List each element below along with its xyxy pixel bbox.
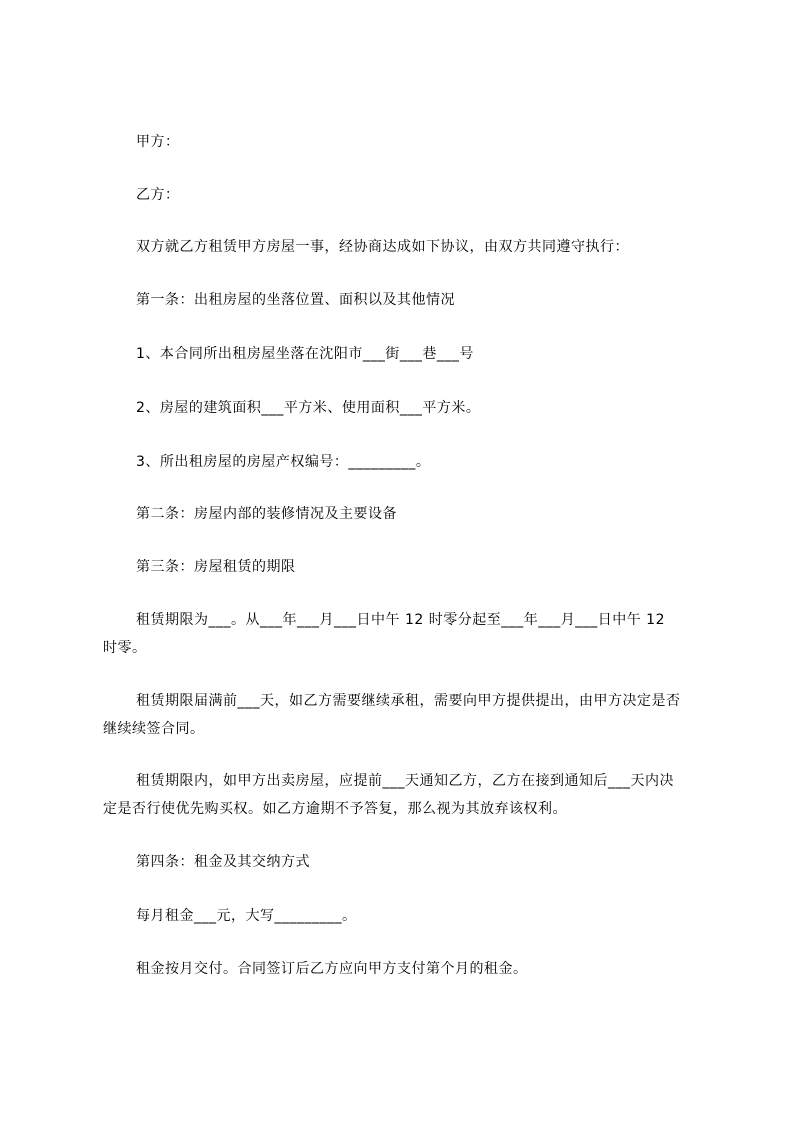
article-4-paragraph-1: 每月租金___元，大写_________。 [136,908,357,924]
article-4-heading: 第四条：租金及其交纳方式 [136,854,310,870]
article-1-heading: 第一条：出租房屋的坐落位置、面积以及其他情况 [136,292,455,308]
article-1-item-2: 2、房屋的建筑面积___平方米、使用面积___平方米。 [136,400,481,416]
article-1-item-3: 3、所出租房屋的房屋产权编号：_________。 [136,454,431,470]
intro-paragraph: 双方就乙方租赁甲方房屋一事，经协商达成如下协议，由双方共同遵守执行： [136,239,629,255]
party-b-label: 乙方： [136,187,180,203]
article-2-heading: 第二条：房屋内部的装修情况及主要设备 [136,506,397,522]
article-1-item-1: 1、本合同所出租房屋坐落在沈阳市___街___巷___号 [136,346,474,362]
party-a-label: 甲方： [136,134,180,150]
article-3-paragraph-2: 租赁期限届满前___天，如乙方需要继续承租，需要向甲方提供提出，由甲方决定是否继续续签合同。 [103,693,681,737]
article-3-paragraph-3: 租赁期限内，如甲方出卖房屋，应提前___天通知乙方，乙方在接到通知后___天内决定是否行使优先购买权。如乙方逾期不予答复，那么视为其放弃该权利。 [103,773,674,817]
article-3-paragraph-1: 租赁期限为___。从___年___月___日中午 12 时零分起至___年___月___日中午 12 时零。 [103,612,665,656]
article-3-heading: 第三条：房屋租赁的期限 [136,559,296,575]
article-4-paragraph-2: 租金按月交付。合同签订后乙方应向甲方支付第个月的租金。 [136,961,528,977]
